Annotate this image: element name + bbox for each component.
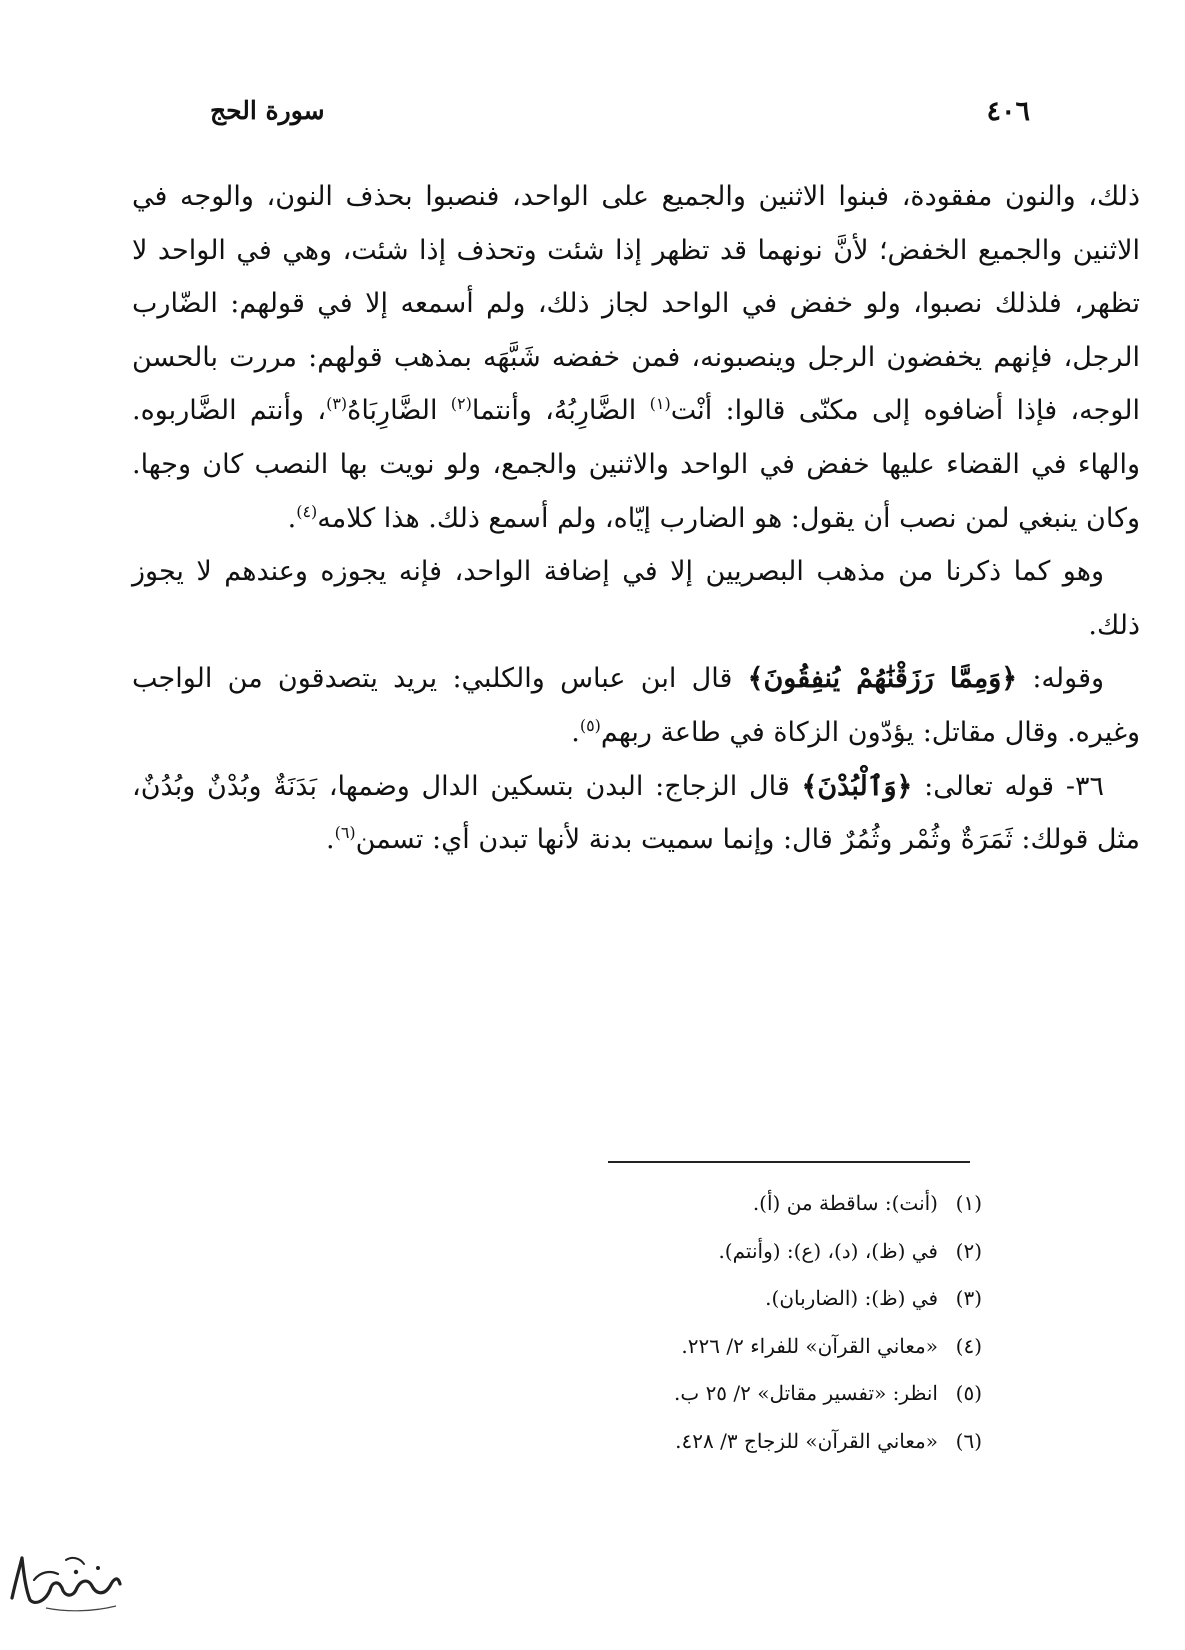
footnote-6 <box>200 1418 982 1466</box>
footnote-divider <box>608 1161 970 1163</box>
footnote-number: (٢) <box>955 1238 982 1263</box>
footnote-number: (٦) <box>955 1428 982 1453</box>
footnotes <box>200 1180 982 1465</box>
footnote-2 <box>200 1228 982 1276</box>
paragraph-3-part-c: . <box>571 716 580 748</box>
footnote-3 <box>200 1275 982 1323</box>
footnote-text: «معاني القرآن» للزجاج ٣/ ٤٢٨. <box>675 1428 938 1453</box>
paragraph-1-part-e: . <box>287 502 297 534</box>
main-text <box>132 170 1140 867</box>
paragraph-4-part-c: . <box>325 824 335 856</box>
footnote-number: (٤) <box>955 1333 982 1358</box>
running-title: سورة الحج <box>210 96 325 125</box>
page-number: ٤٠٦ <box>986 96 1030 127</box>
footnote-ref-2: (٢) <box>450 394 472 414</box>
page-header <box>210 96 1030 136</box>
footnote-text: (أنت): ساقطة من (أ). <box>752 1191 938 1215</box>
paragraph-1-part-b: الضَّارِبُهُ، وأنتما <box>471 395 650 427</box>
paragraph-1-part-c: الضَّارِبَاهُ <box>347 395 451 427</box>
footnote-4 <box>200 1323 982 1371</box>
paragraph-3-part-b: قال ابن عباس والكلبي: يريد يتصدقون من الواجب وغيره. وقال مقاتل: يؤدّون الزكاة في طاعة ربهم <box>132 663 1140 748</box>
quran-quote: ﴿وَٱلْبُدْنَ﴾ <box>801 770 913 802</box>
paragraph-2: وهو كما ذكرنا من مذهب البصريين إلا في إضافة الواحد، فإنه يجوزه وعندهم لا يجوز ذلك. <box>132 556 1140 641</box>
paragraph-4 <box>132 760 1140 867</box>
footnote-ref-5: (٥) <box>579 715 601 735</box>
footnote-ref-1: (١) <box>649 394 671 414</box>
footnote-5 <box>200 1370 982 1418</box>
footnote-text: انظر: «تفسير مقاتل» ٢/ ٢٥ ب. <box>674 1381 938 1405</box>
footnote-ref-4: (٤) <box>296 501 318 521</box>
footnote-number: (١) <box>955 1191 982 1215</box>
paragraph-1 <box>132 170 1140 545</box>
paragraph-4-part-b: قال الزجاج: البدن بتسكين الدال وضمها، بَدَنَةٌ وبُدْنٌ وبُدُنٌ، مثل قولك: ثَمَرَةٌ وثُمْر وثُمُرٌ قال: وإنما سميت بدنة لأنها تبدن أي: تسمن <box>132 770 1140 856</box>
footnote-text: في (ظ): (الضاربان). <box>765 1286 938 1310</box>
paragraph-3-part-a: وقوله: <box>1017 663 1105 695</box>
footnote-1 <box>200 1180 982 1228</box>
paragraph-1-part-d: ، وأنتم الضَّاربوه. والهاء في القضاء عليها خفض في الواحد والاثنين والجمع، ولو نويت بها النصب كان وجها. وكان ينبغي لمن نصب أن يقول: هو الضارب إيّاه، ولم أسمع ذلك. هذا كلامه <box>132 395 1140 534</box>
paragraph-1-part-a: ذلك، والنون مفقودة، فبنوا الاثنين والجميع على الواحد، فنصبوا بحذف النون، والوجه في الاثنين والجميع الخفض؛ لأنَّ نونهما قد تظهر إذا شئت وتحذف إذا شئت، وهي في الواحد لا تظهر، فلذلك نصبوا، ولو خفض في الواحد لجاز ذلك، ولم أسمعه إلا في قولهم: الضّارب الرجل، فإنهم يخفضون الرجل وينصبونه، فمن خفضه شَبَّهَه بمذهب قولهم: مررت بالحسن الوجه، فإذا أضافوه إلى مكنّى قالوا: أنْت <box>132 181 1140 427</box>
footnote-ref-3: (٣) <box>326 394 348 414</box>
paragraph-4-part-a: ٣٦- قوله تعالى: <box>912 770 1104 802</box>
quran-quote: ﴿وَمِمَّا رَزَقْنَٰهُمْ يُنفِقُونَ﴾ <box>747 663 1018 695</box>
footnote-text: في (ظ)، (د)، (ع): (وأنتم). <box>718 1238 938 1263</box>
footnote-number: (٥) <box>955 1381 982 1405</box>
footnote-text: «معاني القرآن» للفراء ٢/ ٢٢٦. <box>681 1333 938 1358</box>
calligraphy-logo-icon <box>6 1550 126 1616</box>
footnote-number: (٣) <box>955 1286 982 1310</box>
footnote-ref-6: (٦) <box>334 823 356 843</box>
paragraph-3 <box>132 652 1140 759</box>
